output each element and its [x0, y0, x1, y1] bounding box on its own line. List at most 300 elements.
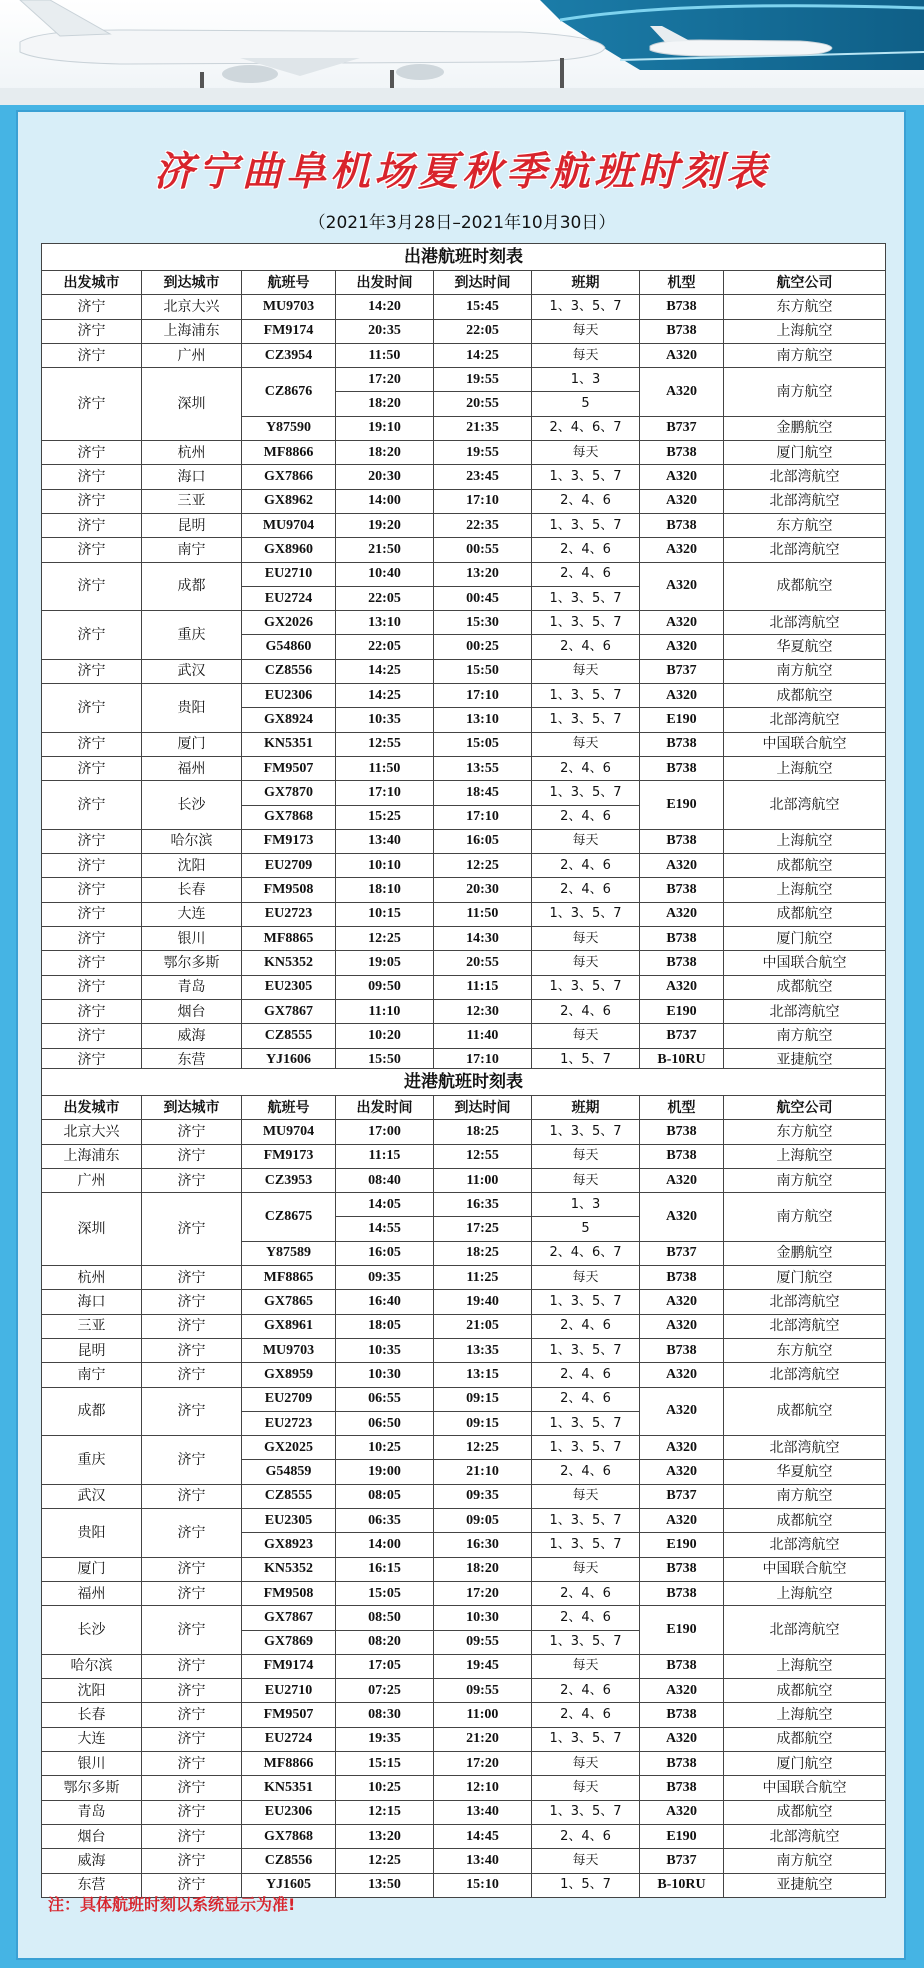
from-city: 济宁 [42, 295, 142, 319]
table-row [42, 659, 886, 683]
column-header: 机型 [640, 1096, 724, 1120]
airline: 南方航空 [724, 368, 886, 417]
schedule-days: 1、3、5、7 [532, 1630, 640, 1654]
airline: 厦门航空 [724, 927, 886, 951]
flight-number: GX8959 [242, 1363, 336, 1387]
flight-number: EU2723 [242, 902, 336, 926]
from-city: 沈阳 [42, 1679, 142, 1703]
to-city: 武汉 [142, 659, 242, 683]
to-city: 南宁 [142, 538, 242, 562]
table-row [42, 1120, 886, 1144]
schedule-days: 每天 [532, 927, 640, 951]
airline: 北部湾航空 [724, 781, 886, 830]
aircraft-type: B738 [640, 1654, 724, 1678]
departure-time: 22:05 [336, 635, 434, 659]
departure-time: 10:25 [336, 1436, 434, 1460]
arrival-time: 19:55 [434, 368, 532, 392]
column-header: 到达城市 [142, 1096, 242, 1120]
departure-time: 13:20 [336, 1824, 434, 1848]
column-header: 出发城市 [42, 1096, 142, 1120]
arrival-time: 09:15 [434, 1411, 532, 1435]
departure-time: 10:35 [336, 1338, 434, 1362]
arrival-time: 13:10 [434, 708, 532, 732]
schedule-days: 1、3、5、7 [532, 1509, 640, 1533]
airline: 北部湾航空 [724, 999, 886, 1023]
to-city: 济宁 [142, 1120, 242, 1144]
from-city: 济宁 [42, 489, 142, 513]
flight-number: G54859 [242, 1460, 336, 1484]
table-row [42, 1509, 886, 1533]
schedule-days: 2、4、6 [532, 489, 640, 513]
airline: 成都航空 [724, 854, 886, 878]
departure-time: 19:35 [336, 1727, 434, 1751]
aircraft-type: A320 [640, 611, 724, 635]
aircraft-type: A320 [640, 902, 724, 926]
from-city: 济宁 [42, 1048, 142, 1072]
aircraft-type: B738 [640, 829, 724, 853]
to-city: 贵阳 [142, 684, 242, 733]
to-city: 济宁 [142, 1703, 242, 1727]
flight-number: EU2710 [242, 562, 336, 586]
aircraft-type: B737 [640, 1024, 724, 1048]
arrival-time: 12:25 [434, 1436, 532, 1460]
column-header: 航班号 [242, 1096, 336, 1120]
table-row [42, 829, 886, 853]
departure-time: 16:15 [336, 1557, 434, 1581]
schedule-days: 1、3、5、7 [532, 1411, 640, 1435]
to-city: 济宁 [142, 1266, 242, 1290]
airline: 上海航空 [724, 878, 886, 902]
schedule-days: 1、3、5、7 [532, 975, 640, 999]
departure-time: 10:15 [336, 902, 434, 926]
schedule-days: 每天 [532, 1557, 640, 1581]
from-city: 贵阳 [42, 1509, 142, 1558]
airline: 北部湾航空 [724, 489, 886, 513]
from-city: 济宁 [42, 538, 142, 562]
flight-number: MU9703 [242, 295, 336, 319]
to-city: 济宁 [142, 1727, 242, 1751]
schedule-days: 1、3、5、7 [532, 1338, 640, 1362]
table-row [42, 1557, 886, 1581]
aircraft-type: B738 [640, 1557, 724, 1581]
to-city: 海口 [142, 465, 242, 489]
column-header: 到达时间 [434, 1096, 532, 1120]
flight-number: GX8962 [242, 489, 336, 513]
from-city: 济宁 [42, 975, 142, 999]
from-city: 银川 [42, 1752, 142, 1776]
arrival-time: 22:05 [434, 319, 532, 343]
to-city: 济宁 [142, 1800, 242, 1824]
flight-number: CZ8675 [242, 1193, 336, 1242]
from-city: 北京大兴 [42, 1120, 142, 1144]
column-header: 班期 [532, 271, 640, 295]
column-header: 出发城市 [42, 271, 142, 295]
departure-time: 12:25 [336, 927, 434, 951]
airline: 成都航空 [724, 1679, 886, 1703]
arrival-time: 11:25 [434, 1266, 532, 1290]
departure-time: 12:15 [336, 1800, 434, 1824]
from-city: 青岛 [42, 1800, 142, 1824]
departure-time: 10:30 [336, 1363, 434, 1387]
airline: 金鹏航空 [724, 416, 886, 440]
arrival-time: 10:30 [434, 1606, 532, 1630]
aircraft-type: B737 [640, 1849, 724, 1873]
table-row [42, 1266, 886, 1290]
from-city: 济宁 [42, 684, 142, 733]
schedule-days: 1、3、5、7 [532, 1120, 640, 1144]
arrival-time: 21:10 [434, 1460, 532, 1484]
aircraft-type: A320 [640, 1363, 724, 1387]
airline: 北部湾航空 [724, 1314, 886, 1338]
arrival-time: 11:00 [434, 1703, 532, 1727]
from-city: 济宁 [42, 562, 142, 611]
flight-number: GX7866 [242, 465, 336, 489]
flight-number: EU2724 [242, 1727, 336, 1751]
table-row [42, 295, 886, 319]
to-city: 济宁 [142, 1168, 242, 1192]
airline: 金鹏航空 [724, 1241, 886, 1265]
to-city: 银川 [142, 927, 242, 951]
table-row [42, 1800, 886, 1824]
schedule-days: 1、3 [532, 1193, 640, 1217]
flight-number: FM9507 [242, 756, 336, 780]
from-city: 威海 [42, 1849, 142, 1873]
flight-number: EU2710 [242, 1679, 336, 1703]
aircraft-type: A320 [640, 1168, 724, 1192]
departure-time: 15:05 [336, 1581, 434, 1605]
airline: 北部湾航空 [724, 1533, 886, 1557]
arrival-time: 21:35 [434, 416, 532, 440]
table-row [42, 1484, 886, 1508]
schedule-days: 1、3、5、7 [532, 708, 640, 732]
flight-number: GX7867 [242, 1606, 336, 1630]
table-row [42, 756, 886, 780]
from-city: 济宁 [42, 854, 142, 878]
flight-number: FM9508 [242, 878, 336, 902]
departure-time: 10:20 [336, 1024, 434, 1048]
arrival-time: 16:30 [434, 1533, 532, 1557]
from-city: 厦门 [42, 1557, 142, 1581]
flight-number: GX2026 [242, 611, 336, 635]
departures-table [41, 243, 886, 1073]
airline: 南方航空 [724, 1168, 886, 1192]
aircraft-type: A320 [640, 538, 724, 562]
flight-number: EU2306 [242, 684, 336, 708]
schedule-days: 2、4、6 [532, 1679, 640, 1703]
flight-number: GX2025 [242, 1436, 336, 1460]
airline: 北部湾航空 [724, 1606, 886, 1655]
table-row [42, 1654, 886, 1678]
from-city: 深圳 [42, 1193, 142, 1266]
schedule-days: 1、3、5、7 [532, 586, 640, 610]
arrival-time: 11:00 [434, 1168, 532, 1192]
to-city: 广州 [142, 343, 242, 367]
to-city: 济宁 [142, 1509, 242, 1558]
flight-number: Y87589 [242, 1241, 336, 1265]
flight-number: EU2305 [242, 975, 336, 999]
flight-number: EU2723 [242, 1411, 336, 1435]
schedule-days: 1、5、7 [532, 1048, 640, 1072]
schedule-days: 每天 [532, 441, 640, 465]
schedule-days: 1、3、5、7 [532, 1436, 640, 1460]
aircraft-type: B737 [640, 1241, 724, 1265]
aircraft-type: B-10RU [640, 1873, 724, 1897]
airline: 东方航空 [724, 513, 886, 537]
aircraft-type: E190 [640, 781, 724, 830]
departure-time: 11:10 [336, 999, 434, 1023]
table-row [42, 927, 886, 951]
aircraft-type: B738 [640, 319, 724, 343]
airline: 东方航空 [724, 295, 886, 319]
arrival-time: 19:40 [434, 1290, 532, 1314]
arrival-time: 18:25 [434, 1241, 532, 1265]
to-city: 大连 [142, 902, 242, 926]
departure-time: 20:30 [336, 465, 434, 489]
airline: 北部湾航空 [724, 1290, 886, 1314]
flight-number: GX7868 [242, 1824, 336, 1848]
schedule-days: 2、4、6 [532, 1581, 640, 1605]
to-city: 鄂尔多斯 [142, 951, 242, 975]
arrival-time: 18:20 [434, 1557, 532, 1581]
arrival-time: 18:25 [434, 1120, 532, 1144]
to-city: 济宁 [142, 1752, 242, 1776]
to-city: 济宁 [142, 1654, 242, 1678]
schedule-days: 2、4、6 [532, 756, 640, 780]
flight-number: MU9703 [242, 1338, 336, 1362]
from-city: 成都 [42, 1387, 142, 1436]
arrival-time: 15:05 [434, 732, 532, 756]
flight-number: FM9507 [242, 1703, 336, 1727]
aircraft-type: B738 [640, 1581, 724, 1605]
table-row [42, 1314, 886, 1338]
table-row [42, 1363, 886, 1387]
departure-time: 19:00 [336, 1460, 434, 1484]
table-row [42, 1824, 886, 1848]
airline: 厦门航空 [724, 441, 886, 465]
arrival-time: 09:05 [434, 1509, 532, 1533]
departure-time: 09:35 [336, 1266, 434, 1290]
flight-number: CZ8555 [242, 1484, 336, 1508]
flight-number: FM9173 [242, 1144, 336, 1168]
aircraft-type: A320 [640, 684, 724, 708]
schedule-days: 每天 [532, 1849, 640, 1873]
table-row [42, 1679, 886, 1703]
departure-time: 14:25 [336, 659, 434, 683]
arrival-time: 14:30 [434, 927, 532, 951]
from-city: 济宁 [42, 902, 142, 926]
schedule-days: 1、3、5、7 [532, 902, 640, 926]
departure-time: 13:50 [336, 1873, 434, 1897]
arrival-time: 20:30 [434, 878, 532, 902]
aircraft-type: A320 [640, 1460, 724, 1484]
departure-time: 09:50 [336, 975, 434, 999]
aircraft-type: B738 [640, 295, 724, 319]
airline: 中国联合航空 [724, 1557, 886, 1581]
to-city: 福州 [142, 756, 242, 780]
flight-number: CZ3954 [242, 343, 336, 367]
from-city: 杭州 [42, 1266, 142, 1290]
aircraft-type: B738 [640, 1776, 724, 1800]
aircraft-type: A320 [640, 1436, 724, 1460]
from-city: 长沙 [42, 1606, 142, 1655]
departure-time: 13:40 [336, 829, 434, 853]
departure-time: 10:25 [336, 1776, 434, 1800]
column-header: 到达时间 [434, 271, 532, 295]
table-row [42, 902, 886, 926]
departure-time: 11:15 [336, 1144, 434, 1168]
table-row [42, 1193, 886, 1217]
airport-banner-image [0, 0, 924, 108]
departure-time: 18:05 [336, 1314, 434, 1338]
from-city: 海口 [42, 1290, 142, 1314]
to-city: 济宁 [142, 1849, 242, 1873]
from-city: 济宁 [42, 781, 142, 830]
departure-time: 06:50 [336, 1411, 434, 1435]
departure-time: 14:25 [336, 684, 434, 708]
from-city: 济宁 [42, 319, 142, 343]
airline: 南方航空 [724, 1024, 886, 1048]
airline: 上海航空 [724, 1581, 886, 1605]
departure-time: 10:10 [336, 854, 434, 878]
departure-time: 11:50 [336, 756, 434, 780]
departure-time: 17:05 [336, 1654, 434, 1678]
airline: 上海航空 [724, 756, 886, 780]
to-city: 济宁 [142, 1144, 242, 1168]
schedule-days: 2、4、6 [532, 854, 640, 878]
from-city: 济宁 [42, 999, 142, 1023]
from-city: 烟台 [42, 1824, 142, 1848]
table-row [42, 1024, 886, 1048]
aircraft-type: B738 [640, 878, 724, 902]
table-row [42, 951, 886, 975]
arrival-time: 20:55 [434, 392, 532, 416]
departure-time: 06:35 [336, 1509, 434, 1533]
aircraft-type: B738 [640, 927, 724, 951]
column-header: 机型 [640, 271, 724, 295]
from-city: 鄂尔多斯 [42, 1776, 142, 1800]
aircraft-type: A320 [640, 1679, 724, 1703]
departure-time: 08:30 [336, 1703, 434, 1727]
aircraft-type: B-10RU [640, 1048, 724, 1072]
flight-number: MF8866 [242, 441, 336, 465]
flight-number: EU2305 [242, 1509, 336, 1533]
airline: 成都航空 [724, 562, 886, 611]
table-row [42, 1290, 886, 1314]
column-header: 出发时间 [336, 1096, 434, 1120]
aircraft-type: B738 [640, 1752, 724, 1776]
to-city: 济宁 [142, 1557, 242, 1581]
arrival-time: 13:20 [434, 562, 532, 586]
arrival-time: 00:45 [434, 586, 532, 610]
departure-time: 14:20 [336, 295, 434, 319]
to-city: 济宁 [142, 1290, 242, 1314]
flight-number: CZ8676 [242, 368, 336, 417]
arrival-time: 13:40 [434, 1800, 532, 1824]
table-row [42, 319, 886, 343]
schedule-days: 2、4、6 [532, 805, 640, 829]
flight-number: MF8865 [242, 1266, 336, 1290]
header-row [42, 1096, 886, 1120]
schedule-days: 1、3、5、7 [532, 295, 640, 319]
arrival-time: 11:40 [434, 1024, 532, 1048]
schedule-days: 2、4、6 [532, 878, 640, 902]
aircraft-type: E190 [640, 1533, 724, 1557]
airline: 南方航空 [724, 343, 886, 367]
from-city: 济宁 [42, 1024, 142, 1048]
from-city: 济宁 [42, 829, 142, 853]
schedule-days: 每天 [532, 951, 640, 975]
section-title: 出港航班时刻表 [42, 244, 886, 271]
flight-number: GX8924 [242, 708, 336, 732]
airline: 上海航空 [724, 1703, 886, 1727]
aircraft-type: B738 [640, 513, 724, 537]
aircraft-type: B738 [640, 951, 724, 975]
schedule-days: 2、4、6 [532, 538, 640, 562]
table-row [42, 343, 886, 367]
from-city: 济宁 [42, 368, 142, 441]
airline: 中国联合航空 [724, 951, 886, 975]
to-city: 济宁 [142, 1314, 242, 1338]
schedule-days: 2、4、6 [532, 1460, 640, 1484]
airline: 成都航空 [724, 975, 886, 999]
departure-time: 14:05 [336, 1193, 434, 1217]
aircraft-type: E190 [640, 1606, 724, 1655]
schedule-days: 每天 [532, 343, 640, 367]
flight-number: EU2724 [242, 586, 336, 610]
departure-time: 08:20 [336, 1630, 434, 1654]
arrival-time: 21:05 [434, 1314, 532, 1338]
from-city: 长春 [42, 1703, 142, 1727]
schedule-days: 每天 [532, 1776, 640, 1800]
airline: 中国联合航空 [724, 732, 886, 756]
to-city: 长沙 [142, 781, 242, 830]
arrival-time: 00:25 [434, 635, 532, 659]
from-city: 济宁 [42, 659, 142, 683]
schedule-days: 2、4、6 [532, 1824, 640, 1848]
flight-number: YJ1606 [242, 1048, 336, 1072]
departure-time: 14:00 [336, 489, 434, 513]
from-city: 济宁 [42, 927, 142, 951]
from-city: 济宁 [42, 513, 142, 537]
departure-time: 20:35 [336, 319, 434, 343]
airline: 南方航空 [724, 659, 886, 683]
to-city: 东营 [142, 1048, 242, 1072]
schedule-days: 1、3 [532, 368, 640, 392]
airline: 南方航空 [724, 1484, 886, 1508]
airline: 成都航空 [724, 1800, 886, 1824]
arrivals-table [41, 1068, 886, 1898]
flight-number: YJ1605 [242, 1873, 336, 1897]
page-title: 济宁曲阜机场夏秋季航班时刻表 [154, 148, 770, 195]
departure-time: 12:55 [336, 732, 434, 756]
to-city: 济宁 [142, 1436, 242, 1485]
arrival-time: 20:55 [434, 951, 532, 975]
arrival-time: 09:35 [434, 1484, 532, 1508]
airline: 华夏航空 [724, 635, 886, 659]
to-city: 昆明 [142, 513, 242, 537]
departure-time: 15:50 [336, 1048, 434, 1072]
schedule-days: 1、3、5、7 [532, 465, 640, 489]
airline: 北部湾航空 [724, 1363, 886, 1387]
to-city: 济宁 [142, 1484, 242, 1508]
airline: 南方航空 [724, 1193, 886, 1242]
aircraft-type: A320 [640, 1387, 724, 1436]
table-row [42, 1703, 886, 1727]
table-row [42, 1436, 886, 1460]
arrival-time: 17:10 [434, 489, 532, 513]
departure-time: 19:10 [336, 416, 434, 440]
to-city: 沈阳 [142, 854, 242, 878]
